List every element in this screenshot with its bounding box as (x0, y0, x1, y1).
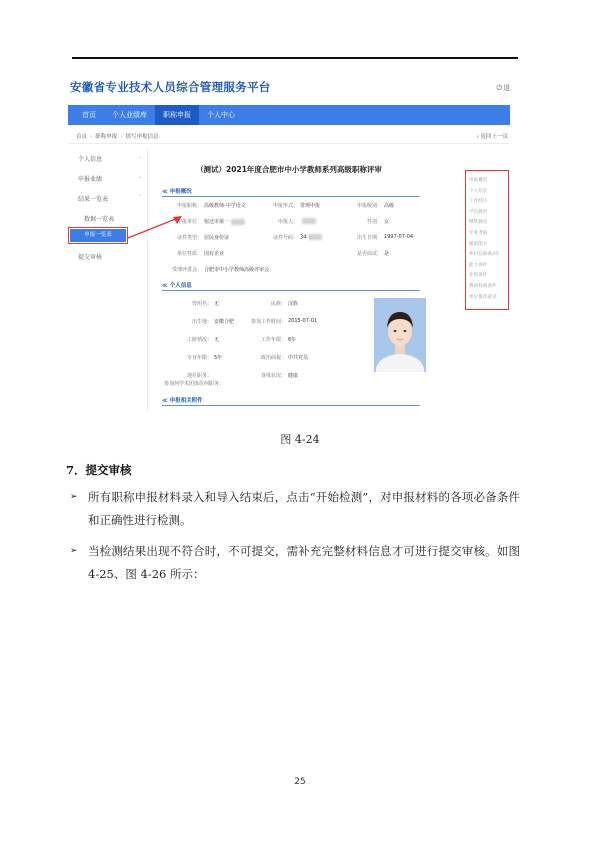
field-value: 1997-07-04 (384, 234, 414, 240)
field-value: 合肥市中小学教师高级评审会 (204, 267, 270, 273)
section-nav-item[interactable]: 能力条件 (469, 262, 488, 268)
section-nav-panel (465, 170, 509, 310)
field-label: 政治面貌： (260, 355, 286, 361)
field-label: 参加何学术团体任何职务： (164, 381, 225, 387)
top-nav (68, 105, 510, 125)
field-value: 高级 (384, 203, 395, 209)
embedded-screenshot (68, 72, 510, 412)
field-value (300, 218, 316, 225)
section-heading: 7．提交审核 (66, 463, 132, 477)
nav-personal-center[interactable]: 个人中心 (207, 111, 235, 119)
field-label: 民族： (270, 301, 286, 307)
sidebar-item-submit[interactable]: 提交审核 (78, 254, 103, 261)
section-rule (162, 196, 420, 197)
field-label: 参加工作时间： (250, 319, 286, 325)
page-number: 25 (294, 777, 306, 787)
section-nav-item[interactable]: 履职能力 (469, 241, 488, 247)
field-value: 34 (300, 234, 322, 241)
field-label: 申报级别： (356, 203, 382, 209)
sidebar-item-personal[interactable]: 个人信息 ⌄ (78, 154, 143, 163)
field-label: 申报单位： (176, 219, 202, 225)
form-title: （测试）2021年度合肥市中小学教师系列高级职称评审 (196, 165, 382, 174)
field-value: 是 (384, 251, 390, 257)
breadcrumb: 首页 › 职称申报 › 填写申报信息 ‹ 返回上一页 (68, 130, 510, 144)
field-label: 出生地： (191, 319, 212, 325)
crumb-home[interactable]: 首页 (76, 134, 88, 140)
field-label: 证件号码： (272, 235, 298, 241)
field-label: 受理评委会： (171, 267, 202, 273)
chevron-down-icon: ⌄ (138, 154, 143, 160)
section-nav-item[interactable]: 申报概况 (469, 178, 488, 183)
section-nav-item[interactable]: 单位推荐意见 (469, 294, 497, 300)
back-link[interactable]: ‹ 返回上一页 (476, 134, 508, 140)
section-nav-item[interactable]: 个人信息 (469, 188, 488, 194)
field-value: 汉族 (288, 301, 299, 307)
section-rule (162, 405, 420, 406)
field-value: 6年 (288, 337, 297, 343)
crumb-apply[interactable]: 职称申报 (95, 134, 118, 140)
id-photo (374, 298, 426, 372)
field-value: 健康 (288, 373, 299, 379)
field-label: 出生日期： (356, 235, 382, 241)
section-nav-item[interactable]: 乡村任职满3年 (469, 252, 500, 258)
section-rule (162, 290, 420, 291)
field-label: 工龄情况： (186, 337, 212, 343)
field-label: 工作年限： (260, 337, 286, 343)
section-head-attachments: ≪ 申报相关附件 (162, 398, 203, 404)
exit-link[interactable]: ⏻退 (496, 84, 510, 92)
field-label: 性别： (366, 219, 382, 225)
section-nav-item[interactable]: 业绩条件 (469, 273, 488, 279)
arrow-bullet-icon: ➢ (70, 492, 78, 502)
field-value: 女 (384, 219, 390, 225)
sidebar-item-apply-list[interactable]: 申报一览表 (70, 229, 126, 242)
section-head-personal: ≪ 个人信息 (162, 283, 192, 289)
sidebar-item-performance[interactable]: 申报业绩 ⌄ (78, 174, 143, 183)
section-nav-item[interactable]: 工作经历 (469, 199, 488, 205)
field-value: 安徽合肥 (214, 319, 235, 325)
field-label: 现任职务： (186, 373, 212, 379)
field-label: 申报职称： (176, 203, 202, 209)
chevron-up-icon: ⌃ (138, 194, 143, 200)
section-nav-item[interactable]: 继续教育 (469, 220, 488, 226)
arrow-bullet-icon: ➢ (70, 546, 78, 556)
field-label: 曾用名： (191, 301, 212, 307)
field-value: 高级教师-中学语文 (204, 203, 246, 209)
field-value: 宿迁市第一 (204, 218, 245, 225)
nav-performance[interactable]: 个人业绩库 (112, 111, 147, 119)
top-rule (72, 57, 518, 59)
field-value: 居民身份证 (204, 235, 230, 241)
field-value: 无 (214, 337, 220, 343)
sidebar-item-data[interactable]: 数据一览表 (84, 216, 115, 223)
field-label: 身体状况： (260, 373, 286, 379)
field-label: 申报人： (277, 219, 298, 225)
field-value: 2015-07-01 (288, 318, 318, 324)
field-value: 中共党员 (288, 355, 309, 361)
figure-caption: 图 4-24 (280, 433, 320, 446)
nav-title-apply[interactable]: 职称申报 (155, 105, 199, 125)
field-value: 常规申报 (300, 203, 321, 209)
section-head-apply: ≪ 申报概况 (162, 189, 192, 195)
field-value: 国有企业 (204, 251, 225, 257)
field-value: 无 (214, 301, 220, 307)
power-icon: ⏻ (496, 84, 502, 92)
nav-home[interactable]: 首页 (82, 111, 96, 119)
crumb-current: 填写申报信息 (125, 134, 159, 140)
section-nav-item[interactable]: 教研科研条件 (469, 284, 497, 289)
chevron-down-icon: ⌄ (138, 174, 143, 180)
field-label: 证件类型： (176, 235, 202, 241)
field-value: 5年 (214, 355, 223, 361)
field-label: 申报形式： (272, 203, 298, 209)
app-title: 安徽省专业技术人员综合管理服务平台 (70, 80, 271, 94)
section-nav-item[interactable]: 年度考核 (469, 231, 488, 236)
field-label: 是否面试： (356, 251, 382, 257)
field-label: 单位性质： (176, 251, 202, 257)
section-nav-item[interactable]: 学历教育 (469, 209, 488, 215)
sidebar (68, 148, 148, 412)
sidebar-item-results[interactable]: 结果一览表 ⌃ (78, 194, 143, 203)
field-label: 专业年限： (186, 355, 212, 361)
